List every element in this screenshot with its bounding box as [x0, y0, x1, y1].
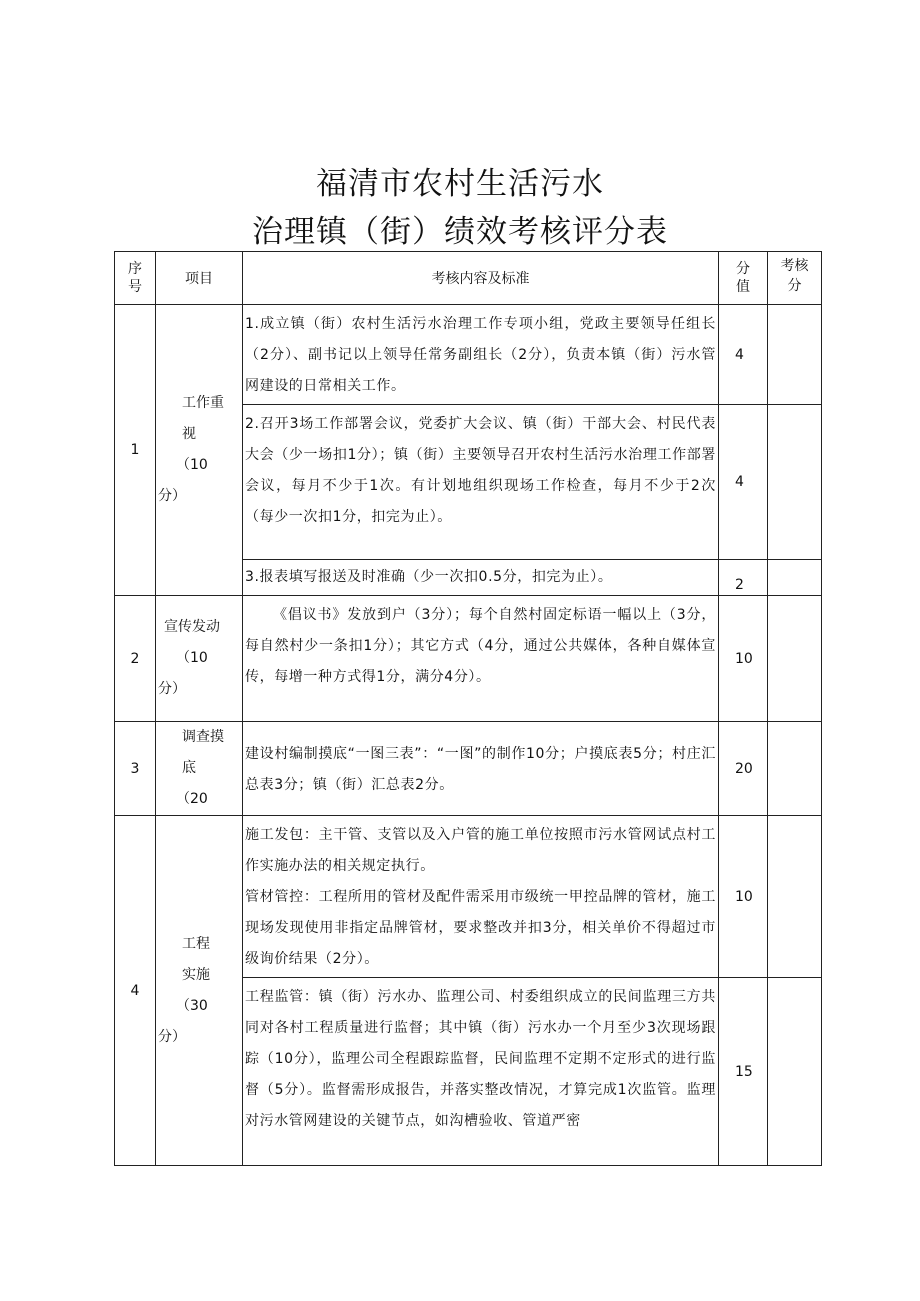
- row1-sub2-content: 2.召开3场工作部署会议，党委扩大会议、镇（街）干部大会、村民代表大会（少一场扣1分）；镇（街）主要领导召开农村生活污水治理工作部署会议，每月不少于1次。有计划地组织现场工作检查，每月不少于2次（每少一次扣1分，扣完为止）。: [243, 405, 719, 560]
- pipe-control-text: 管材管控：工程所用的管材及配件需采用市级统一甲控品牌的管材，施工现场发现使用非指定品牌管材，要求整改并扣3分，相关单价不得超过市级询价结果（2分）。: [245, 889, 716, 967]
- row1-sub1-score: 4: [719, 305, 768, 405]
- row1-sub3-final-score[interactable]: [768, 560, 822, 596]
- table-header-row: [115, 252, 822, 305]
- row1-seq: 1: [115, 305, 156, 596]
- row4-seq: 4: [115, 816, 156, 1166]
- row1-sub3-content: 3.报表填写报送及时准确（少一次扣0.5分，扣完为止）。: [243, 560, 719, 596]
- row3-content: 建设村编制摸底“一图三表”：“一图”的制作10分；户摸底表5分；村庄汇总表3分；镇（街）汇总表2分。: [243, 722, 719, 816]
- row4-sub1-final-score[interactable]: [768, 816, 822, 978]
- score-table: [114, 251, 822, 1166]
- table-row: [115, 596, 822, 722]
- row4-sub2-score: 15: [719, 978, 768, 1166]
- row1-sub2-score: 4: [719, 405, 768, 560]
- row2-content: 《倡议书》发放到户（3分）；每个自然村固定标语一幅以上（3分，每自然村少一条扣1分）；其它方式（4分，通过公共媒体，各种自媒体宣传，每增一种方式得1分，满分4分）。: [243, 596, 719, 722]
- row4-item: 工程 实施 （30 分）: [156, 816, 243, 1166]
- row1-item: 工作重 视 （10 分）: [156, 305, 243, 596]
- row1-sub2-final-score[interactable]: [768, 405, 822, 560]
- row3-score: 20: [719, 722, 768, 816]
- row3-item: 调查摸 底 （20: [156, 722, 243, 816]
- row4-sub1-score: 10: [719, 816, 768, 978]
- page-title-line1: 福清市农村生活污水: [316, 166, 604, 202]
- row3-final-score[interactable]: [768, 722, 822, 816]
- header-seq: 序 号: [115, 252, 156, 305]
- row4-sub2-final-score[interactable]: [768, 978, 822, 1166]
- row3-seq: 3: [115, 722, 156, 816]
- header-content: 考核内容及标准: [243, 252, 719, 305]
- construction-bidding-text: 施工发包：主干管、支管以及入户管的施工单位按照市污水管网试点村工作实施办法的相关规定执行。: [245, 827, 716, 874]
- page-title-line2: 治理镇（街）绩效考核评分表: [252, 214, 668, 250]
- row2-seq: 2: [115, 596, 156, 722]
- row2-item: 宣传发动 （10 分）: [156, 596, 243, 722]
- row2-final-score[interactable]: [768, 596, 822, 722]
- table-row: [115, 816, 822, 978]
- header-item: 项目: [156, 252, 243, 305]
- row1-sub1-content: 1.成立镇（街）农村生活污水治理工作专项小组，党政主要领导任组长（2分）、副书记以上领导任常务副组长（2分），负责本镇（街）污水管网建设的日常相关工作。: [243, 305, 719, 405]
- row1-sub1-final-score[interactable]: [768, 305, 822, 405]
- header-final-score: 考核 分: [768, 252, 822, 305]
- row1-sub3-score: 2: [719, 560, 768, 596]
- engineering-supervision-text: 工程监管：镇（街）污水办、监理公司、村委组织成立的民间监理三方共同对各村工程质量进行监督；其中镇（街）污水办一个月至少3次现场跟踪（10分），监理公司全程跟踪监督，民间监理不定期不定形式的进行监督（5分）。监督需形成报告，并落实整改情况，才算完成1次监管。监理对污水管网建设的关键节点，如沟槽验收、管道严密: [245, 989, 716, 1129]
- row2-score: 10: [719, 596, 768, 722]
- table-row: [115, 305, 822, 405]
- row4-sub2-content: [243, 978, 719, 1166]
- header-score: 分 值: [719, 252, 768, 305]
- table-row: [115, 722, 822, 816]
- row4-sub1-content: [243, 816, 719, 978]
